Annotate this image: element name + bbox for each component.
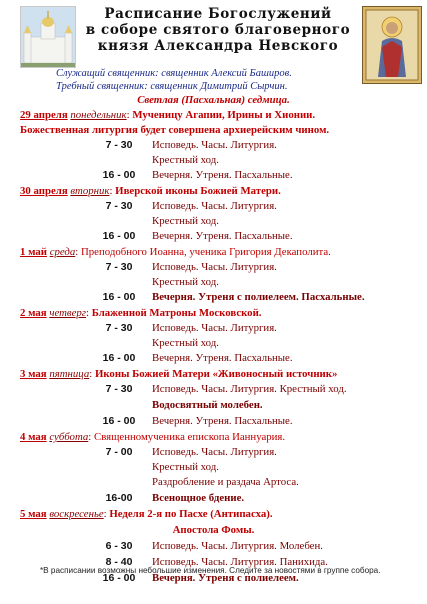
day-weekday: вторник [70,185,110,197]
day-feast: Священномученика епископа Ианнуария. [94,431,286,443]
service-text: Исповедь. Часы. Литургия. [152,261,277,273]
day-weekday: пятница [49,368,90,380]
service-time: 16-00 [105,492,133,504]
serving-priest-label: Служащий священник: [56,68,159,79]
day-date: 1 май [20,246,47,258]
day-date: 4 мая [20,431,47,443]
service-time: 6 - 30 [105,540,133,552]
service-text: Крестный ход. [152,337,219,349]
service-text: Исповедь. Часы. Литургия. [152,446,277,458]
day-header: 4 мая суббота: Священномученика епископа Ианнуария. [20,431,286,443]
title-line-2: в соборе святого благоверного [85,22,351,38]
day-feast: Иверской иконы Божией Матери. [115,185,281,197]
day-weekday: понедельник [70,109,127,121]
service-time: 7 - 30 [105,322,133,334]
day-date: 29 апреля [20,109,68,121]
cathedral-photo-icon [20,6,76,68]
service-text: Всенощное бдение. [152,492,245,504]
day-date: 2 мая [20,307,47,319]
trebny-priest [56,81,288,92]
service-text: Крестный ход. [152,276,219,288]
service-time: 7 - 30 [105,383,133,395]
service-text: Вечерня. Утреня. Пасхальные. [152,169,293,181]
serving-priest-name: священник Алексий Баширов. [161,68,292,79]
day-date: 3 мая [20,368,47,380]
day-feast: Неделя 2-я по Пасхе (Антипасха). [109,508,273,520]
service-time: 7 - 30 [105,261,133,273]
service-text: Раздробление и раздача Артоса. [152,476,299,488]
day-note: Божественная литургия будет совершена архиерейским чином. [20,124,330,136]
service-text: Исповедь. Часы. Литургия. [152,200,277,212]
service-text: Водосвятный молебен. [152,399,263,411]
service-text: Вечерня. Утреня. Пасхальные. [152,230,293,242]
day-weekday: воскресенье [49,508,104,520]
header [0,0,427,92]
service-text: Вечерня. Утреня. Пасхальные. [152,415,293,427]
day-feast: Преподобного Иоанна, ученика Григория Декаполита. [80,246,331,258]
serving-priest [56,68,292,79]
trebny-priest-label: Требный священник: [56,81,148,92]
service-time: 16 - 00 [102,352,136,364]
service-time: 8 - 40 [105,556,133,568]
service-text: Исповедь. Часы. Литургия. [152,139,277,151]
page-title [84,6,352,54]
service-text: Вечерня. Утреня с полиелеем. Пасхальные. [152,291,365,303]
day-weekday: суббота [49,431,89,443]
service-time: 16 - 00 [102,230,136,242]
service-text: Крестный ход. [152,215,219,227]
service-text: Крестный ход. [152,154,219,166]
service-text: Исповедь. Часы. Литургия. Крестный ход. [152,383,347,395]
service-time: 7 - 30 [105,200,133,212]
day-weekday: четверг [49,307,87,319]
service-text: Вечерня. Утреня. Пасхальные. [152,352,293,364]
service-text: Вечерня. Утреня с полиелеем. [152,572,299,584]
day-header: 29 апреля понедельник: Мученицу Агапии, Ирины и Хионии. [20,109,316,121]
week-title: Светлая (Пасхальная) седмица. [137,94,290,106]
day-header: 5 мая воскресенье: Неделя 2-я по Пасхе (Антипасха). [20,508,273,520]
service-time: 16 - 00 [102,169,136,181]
service-text: Исповедь. Часы. Литургия. Молебен. [152,540,323,552]
title-line-1: Расписание Богослужений [104,6,332,22]
service-time: 16 - 00 [102,291,136,303]
service-time: 7 - 30 [105,139,133,151]
day-feast-2: Апостола Фомы. [172,524,255,536]
service-time: 16 - 00 [102,415,136,427]
saint-icon [362,6,422,84]
day-weekday: среда [49,246,76,258]
day-feast: Мученицу Агапии, Ирины и Хионии. [132,109,316,121]
day-feast: Блаженной Матроны Московской. [91,307,262,319]
day-feast: Иконы Божией Матери «Живоносный источник» [94,368,338,380]
day-header: 30 апреля вторник: Иверской иконы Божией Матери. [20,185,281,197]
footnote: *В расписании возможны небольшие изменения. Следите за новостями в группе собора. [40,566,381,575]
title-line-3: князя Александра Невского [97,38,339,54]
trebny-priest-name: священник Димитрий Сырчин. [150,81,288,92]
day-header: 2 мая четверг: Блаженной Матроны Московской. [20,307,262,319]
service-time: 7 - 00 [105,446,133,458]
service-text: Исповедь. Часы. Литургия. Панихида. [152,556,328,568]
day-date: 5 мая [20,508,47,520]
service-text: Исповедь. Часы. Литургия. [152,322,277,334]
service-time: 16 - 00 [102,572,136,584]
day-header: 1 май среда: Преподобного Иоанна, ученика Григория Декаполита. [20,246,331,258]
service-text: Крестный ход. [152,461,219,473]
day-date: 30 апреля [20,185,68,197]
day-header: 3 мая пятница: Иконы Божией Матери «Живоносный источник» [20,368,338,380]
